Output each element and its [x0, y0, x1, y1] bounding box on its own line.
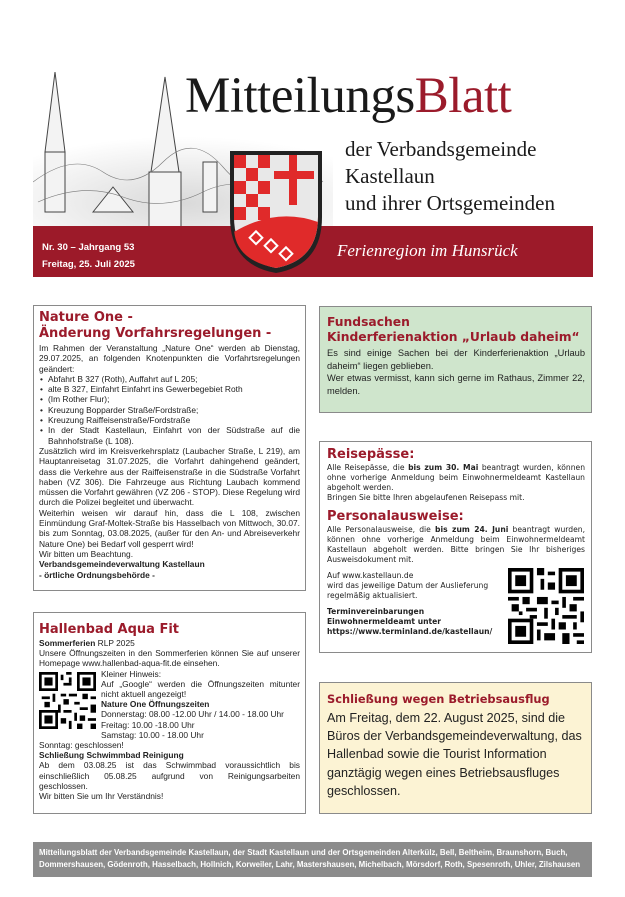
deadline: bis zum 24. Juni — [435, 525, 509, 534]
reisepaesse-heading: Reisepässe: — [327, 447, 415, 462]
issue-number: Nr. 30 – Jahrgang 53 — [42, 242, 135, 253]
list-item: • Kreuzung Bopparder Straße/Fordstraße; — [39, 405, 300, 415]
nature-one-heading-1: Nature One - — [39, 310, 133, 325]
hours-line: Donnerstag: 08.00 -12.00 Uhr / 14.00 - 18.00 Uhr — [101, 709, 284, 720]
subtitle-line: der Verbandsgemeinde — [345, 137, 537, 161]
list-item: • Abfahrt B 327 (Roth), Auffahrt auf L 205; — [39, 374, 300, 384]
personalausweise-body — [327, 525, 585, 565]
masthead-subtitle — [345, 136, 555, 217]
season-year: RLP 2025 — [95, 638, 135, 648]
hallenbad-body — [39, 638, 300, 801]
text-part: Alle Personalausweise, die — [327, 525, 436, 534]
fundsachen-heading-2: Kinderferienaktion „Urlaub daheim“ — [327, 330, 580, 344]
issue-info — [42, 239, 135, 273]
nature-one-bullet-list — [39, 374, 300, 446]
hallenbad-qr-section — [39, 669, 300, 740]
nature-one-heading-2: Änderung Vorfahrsregelungen - — [39, 326, 272, 341]
betriebsausflug-notice — [319, 682, 592, 814]
hours-line: Samstag: 10.00 - 18.00 Uhr — [101, 729, 204, 740]
hours-heading: Nature One Öffnungszeiten — [101, 699, 210, 710]
footer-line: Dommershausen, Gödenroth, Hasselbach, Hollnich, Korweiler, Lahr, Mastershausen, Michelbach, Mörsdorf, Roth, Spesenroth, Uhler, Zilshausen — [39, 860, 581, 869]
hallenbad-heading: Hallenbad Aqua Fit — [39, 622, 180, 637]
hallenbad-notice — [33, 612, 306, 814]
list-item: • In der Stadt Kastellaun, Einfahrt von der Südstraße auf die Bahnhofstraße (L 108). — [39, 425, 300, 446]
cleaning-heading: Schließung Schwimmbad Reinigung — [39, 750, 184, 761]
issue-date: Freitag, 25. Juli 2025 — [42, 259, 135, 270]
nature-one-closing: Wir bitten um Beachtung. — [39, 548, 134, 559]
list-item: • alte B 327, Einfahrt Einfahrt ins Gewerbegebiet Roth — [39, 384, 300, 394]
season-label: Sommerferien — [39, 638, 96, 648]
text-part: beantragt wurden, können ohne vorherige Anmeldung beim Einwohnermeldeamt Kastellaun abgeholt werden. Bitte bringen Sie Ihr bisheriges Ausweisdokument mit. — [327, 525, 585, 564]
deadline: bis zum 30. Mai — [408, 463, 479, 472]
masthead-title — [185, 68, 511, 124]
info-line: wird das jeweilige Datum der Auslieferung — [327, 581, 489, 590]
nature-one-paragraph: Zusätzlich wird im Kreisverkehrsplatz (Laubacher Straße, L 219), am Hauptanreisetag 31.07.2025, die Vorfahrt dahingehend geändert, dass die Verkehre aus der Raiffeisenstraße in die Südstraße Vorfahrt haben (VZ 306). Die Fahrzeuge aus Richtung Laubach kommend müssen die Vorfahrt gewähren (VZ 206 - STOP). Diese Regelung wird durch die Polizei begleitet und überwacht. — [39, 445, 300, 508]
masthead — [33, 52, 593, 277]
termin-line: Terminvereinbarungen — [327, 607, 425, 616]
hours-line: Freitag: 10.00 -18.00 Uhr — [101, 719, 195, 730]
nature-one-signature: Verbandsgemeindeverwaltung Kastellaun — [39, 559, 205, 570]
nature-one-authority: - örtliche Ordnungsbehörde - — [39, 569, 155, 580]
hint-label: Kleiner Hinweis: — [101, 668, 162, 679]
nature-one-paragraph: Weiterhin weisen wir darauf hin, dass die L 108, zwischen Einmündung Graf-Moltek-Straße bis Hasselbach von Mittwoch, 30.07. bis zum Sonntag, 03.08.2025, (außer für den An- und Abreiseverkehr Nature One) bei Bedarf voll gesperrt wird! — [39, 507, 300, 549]
reisepaesse-text-2: Bringen Sie bitte Ihren abgelaufenen Reisepass mit. — [327, 493, 525, 502]
website-line[interactable]: Auf www.kastellaun.de — [327, 571, 414, 580]
termin-line: Einwohnermeldeamt unter — [327, 617, 442, 626]
cleaning-text: Ab dem 03.08.25 ist das Schwimmbad voraussichtlich bis einschließlich 05.08.25 aufgrund von Reinigungsarbeiten geschlossen. — [39, 760, 300, 791]
hallenbad-season — [39, 638, 300, 648]
nature-one-body — [39, 343, 300, 580]
title-part-1: Mitteilungs — [185, 68, 415, 124]
betriebsausflug-text: Am Freitag, dem 22. August 2025, sind die Büros der Verbandsgemeindeverwaltung, das Hallenbad sowie die Tourist Information ganztägig wegen eines Betriebsausfluges geschlossen. — [327, 711, 582, 798]
list-item: • Kreuzung Raiffeisenstraße/Fordstraße — [39, 415, 300, 425]
personalausweise-text — [327, 525, 585, 565]
nature-one-intro: Im Rahmen der Veranstaltung „Nature One“ werden ab Dienstag, 29.07.2025, an folgenden Knotenpunkten die Vorfahrtsregelungen geändert: — [39, 343, 300, 374]
qr-code-icon[interactable] — [39, 672, 96, 729]
coat-of-arms-icon — [226, 147, 326, 277]
hint-text: Auf „Google“ werden die Öffnungszeiten mitunter nicht aktuell angezeigt! — [101, 678, 300, 700]
title-part-2: Blatt — [414, 68, 512, 124]
ausweise-notice — [319, 441, 592, 653]
footer-publisher-info — [33, 842, 592, 877]
reisepaesse-body — [327, 463, 585, 503]
footer-line: Mitteilungsblatt der Verbandsgemeinde Kastellaun, der Stadt Kastellaun und der Ortsgemeinden Alterkülz, Bell, Beltheim, Braunshorn, Buch, — [39, 848, 568, 857]
info-line: regelmäßig aktualisiert. — [327, 591, 418, 600]
fundsachen-text: Wer etwas vermisst, kann sich gerne im Rathaus, Zimmer 22, melden. — [327, 373, 585, 396]
hallenbad-intro: Unsere Öffnungszeiten in den Sommerferien können Sie auf unserer Homepage www.hallenbad-aqua-fit.de einsehen. — [39, 648, 300, 669]
termin-link[interactable]: https://www.terminland.de/kastellaun/ — [327, 627, 493, 636]
betriebsausflug-heading: Schließung wegen Betriebsausflug — [327, 692, 550, 706]
text-part: Alle Reisepässe, die — [327, 463, 409, 472]
fundsachen-heading-1: Fundsachen — [327, 315, 410, 329]
reisepaesse-text — [327, 463, 585, 493]
nature-one-notice — [33, 305, 306, 591]
fundsachen-notice — [319, 306, 592, 413]
fundsachen-text: Es sind einige Sachen bei der Kinderferienaktion „Urlaub daheim“ liegen geblieben. — [327, 348, 585, 371]
hallenbad-hours — [101, 669, 300, 740]
sunday-closed: Sonntag: geschlossen! — [39, 740, 124, 751]
personalausweise-heading: Personalausweise: — [327, 509, 464, 524]
subtitle-line: und ihrer Ortsgemeinden — [345, 191, 555, 215]
subtitle-line: Kastellaun — [345, 164, 435, 188]
hallenbad-closing: Wir bitten Sie um Ihr Verständnis! — [39, 791, 164, 802]
fundsachen-body — [327, 347, 585, 397]
qr-code-icon[interactable] — [508, 568, 584, 644]
region-tagline: Ferienregion im Hunsrück — [337, 241, 518, 260]
list-item: • (Im Rother Flur); — [39, 394, 300, 404]
text-part: beantragt wurden, können ohne vorherige Anmeldung beim Einwohnermeldeamt Kastellaun abgeholt werden. — [327, 463, 586, 492]
